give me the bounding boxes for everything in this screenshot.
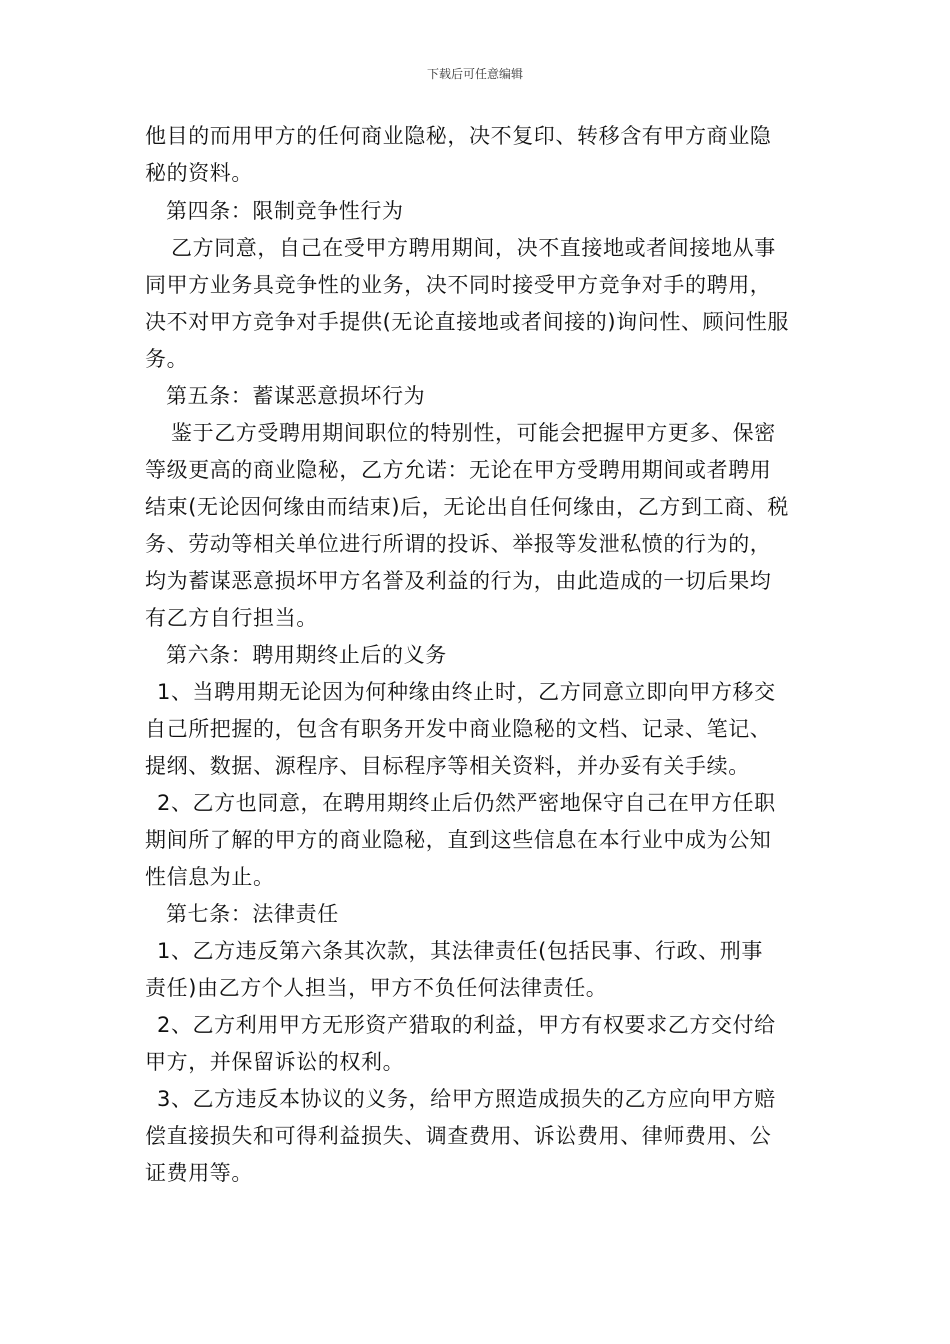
paragraph-line: 务、劳动等相关单位进行所谓的投诉、举报等发泄私愤的行为的， bbox=[145, 532, 772, 556]
paragraph-line: 均为蓄谋恶意损坏甲方名誉及利益的行为，由此造成的一切后果均 bbox=[145, 569, 772, 593]
paragraph-line: 性信息为止。 bbox=[145, 865, 275, 889]
paragraph-line: 他目的而用甲方的任何商业隐秘，决不复印、转移含有甲方商业隐 bbox=[145, 124, 772, 148]
paragraph-line: 务。 bbox=[145, 347, 189, 371]
paragraph-line: 2、乙方也同意，在聘用期终止后仍然严密地保守自己在甲方任职 bbox=[157, 791, 776, 815]
paragraph-line: 同甲方业务具竞争性的业务，决不同时接受甲方竞争对手的聘用， bbox=[145, 273, 772, 297]
paragraph-line: 甲方，并保留诉讼的权利。 bbox=[145, 1050, 405, 1074]
paragraph-line: 秘的资料。 bbox=[145, 161, 253, 185]
paragraph-line: 自己所把握的，包含有职务开发中商业隐秘的文档、记录、笔记、 bbox=[145, 717, 772, 741]
paragraph-line: 1、当聘用期无论因为何种缘由终止时，乙方同意立即向甲方移交 bbox=[157, 680, 776, 704]
paragraph-line: 决不对甲方竞争对手提供(无论直接地或者间接的)询问性、顾问性服 bbox=[145, 310, 789, 334]
paragraph-line: 提纲、数据、源程序、目标程序等相关资料，并办妥有关手续。 bbox=[145, 754, 750, 778]
page-header: 下载后可任意编辑 bbox=[426, 67, 523, 81]
paragraph-line: 偿直接损失和可得利益损失、调查费用、诉讼费用、律师费用、公 bbox=[145, 1124, 772, 1148]
paragraph-line: 责任)由乙方个人担当，甲方不负任何法律责任。 bbox=[145, 976, 608, 1000]
paragraph-line: 鉴于乙方受聘用期间职位的特别性，可能会把握甲方更多、保密 bbox=[171, 421, 776, 445]
paragraph-line: 1、乙方违反第六条其次款，其法律责任(包括民事、行政、刑事 bbox=[157, 939, 763, 963]
article-heading: 第七条：法律责任 bbox=[166, 902, 339, 926]
paragraph-line: 期间所了解的甲方的商业隐秘，直到这些信息在本行业中成为公知 bbox=[145, 828, 772, 852]
article-heading: 第六条：聘用期终止后的义务 bbox=[166, 643, 447, 667]
article-heading: 第五条：蓄谋恶意损坏行为 bbox=[166, 384, 426, 408]
paragraph-line: 有乙方自行担当。 bbox=[145, 606, 318, 630]
article-heading: 第四条：限制竞争性行为 bbox=[166, 199, 404, 223]
paragraph-line: 等级更高的商业隐秘，乙方允诺：无论在甲方受聘用期间或者聘用 bbox=[145, 458, 772, 482]
paragraph-line: 证费用等。 bbox=[145, 1161, 253, 1185]
paragraph-line: 乙方同意，自己在受甲方聘用期间，决不直接地或者间接地从事 bbox=[171, 236, 776, 260]
paragraph-line: 2、乙方利用甲方无形资产猎取的利益，甲方有权要求乙方交付给 bbox=[157, 1013, 776, 1037]
paragraph-line: 结束(无论因何缘由而结束)后，无论出自任何缘由，乙方到工商、税 bbox=[145, 495, 789, 519]
paragraph-line: 3、乙方违反本协议的义务，给甲方照造成损失的乙方应向甲方赔 bbox=[157, 1087, 776, 1111]
